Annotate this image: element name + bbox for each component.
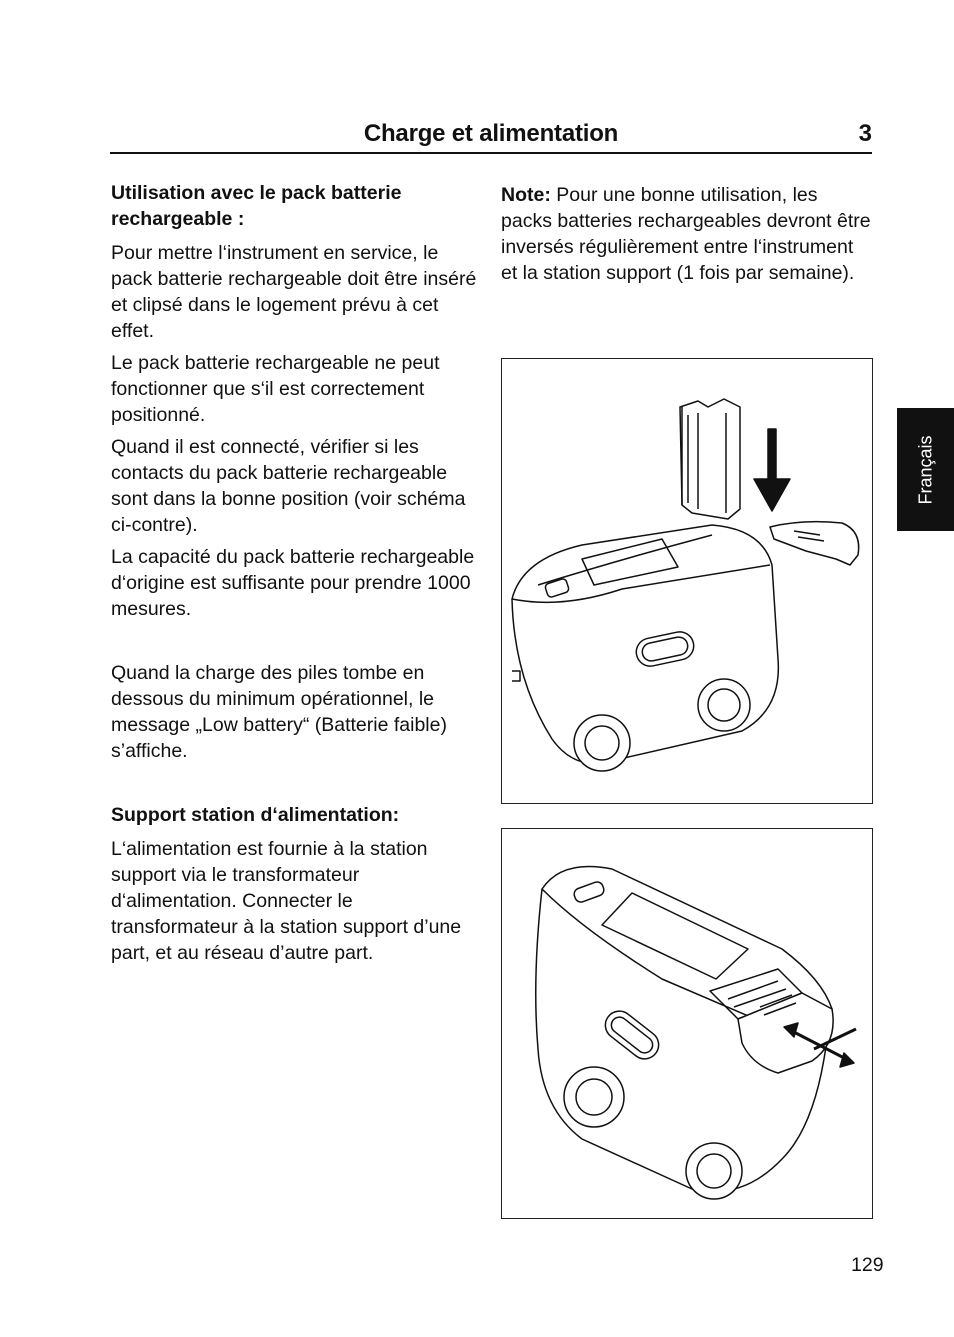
language-tab	[897, 408, 954, 531]
paragraph-battery-insert: Pour mettre l‘instrument en service, le pack batterie rechargeable doit être inséré et clipsé dans le logement prévu à cet effet.	[111, 242, 477, 342]
chapter-number: 3	[858, 120, 872, 147]
paragraph-battery-position: Le pack batterie rechargeable ne peut fonctionner que s‘il est correctement positionné.	[111, 352, 440, 426]
paragraph-battery-capacity: La capacité du pack batterie rechargeable d‘origine est suffisante pour prendre 1000 mesures.	[111, 546, 475, 620]
page-title: Charge et alimentation	[363, 120, 619, 147]
language-tab-label: Français	[915, 434, 935, 505]
section-heading-battery: Utilisation avec le pack batterie rechargeable :	[111, 182, 402, 230]
note-label: Note:	[501, 184, 551, 206]
section-heading-support: Support station d‘alimentation:	[111, 804, 400, 826]
paragraph-support-power: L‘alimentation est fournie à la station support via le transformateur d‘alimentation. Connecter le transformateur à la station support d’une part, et au réseau d’autre part.	[111, 838, 462, 964]
figure-battery-cover	[501, 828, 873, 1219]
battery-cover-illustration	[502, 829, 872, 1218]
paragraph-battery-contacts: Quand il est connecté, vérifier si les contacts du pack batterie rechargeable sont dans la bonne position (voir schéma ci-contre).	[111, 436, 466, 536]
battery-insertion-illustration	[502, 359, 872, 803]
page-header	[110, 118, 872, 154]
right-column	[501, 182, 873, 286]
left-column	[111, 180, 479, 972]
page-number: 129	[851, 1254, 884, 1276]
figure-battery-insertion	[501, 358, 873, 804]
note-paragraph	[501, 182, 873, 286]
note-text: Pour une bonne utilisation, les packs batteries rechargeables devront être inversés régulièrement entre l‘instrument et la station support (1 fois par semaine).	[501, 184, 871, 284]
paragraph-low-battery: Quand la charge des piles tombe en dessous du minimum opérationnel, le message „Low battery“ (Batterie faible) s’affiche.	[111, 662, 447, 762]
